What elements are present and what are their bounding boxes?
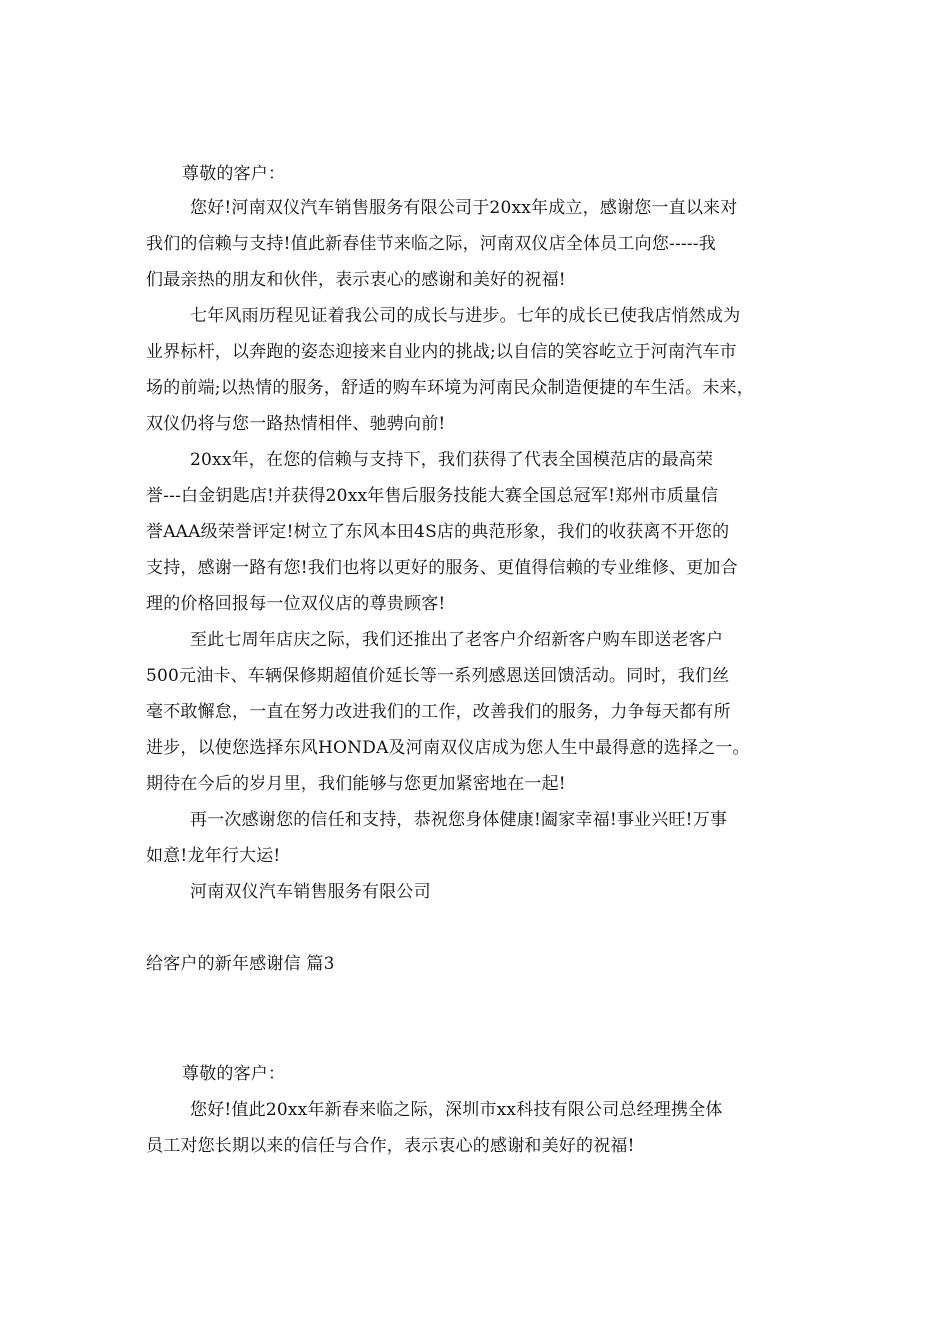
paragraph-line: 们最亲热的朋友和伙伴，表示衷心的感谢和美好的祝福! [146,270,566,290]
paragraph-line: 500元油卡、车辆保修期超值价延长等一系列感恩送回馈活动。同时，我们丝 [146,666,730,686]
paragraph-line: 进步，以使您选择东风HONDA及河南双仪店成为您人生中最得意的选择之一。 [146,738,750,758]
paragraph-line: 双仪仍将与您一路热情相伴、驰骋向前! [146,414,446,434]
paragraph-line: 您好!值此20xx年新春来临之际，深圳市xx科技有限公司总经理携全体 [190,1100,723,1120]
signature-company: 河南双仪汽车销售服务有限公司 [190,882,431,902]
paragraph-line: 七年风雨历程见证着我公司的成长与进步。七年的成长已使我店悄然成为 [190,306,741,326]
paragraph-line: 业界标杆，以奔跑的姿态迎接来自业内的挑战;以自信的笑容屹立于河南汽车市 [146,342,737,362]
paragraph-line: 支持，感谢一路有您!我们也将以更好的服务、更值得信赖的专业维修、更加合 [146,558,738,578]
salutation-1: 尊敬的客户： [182,164,286,184]
paragraph-line: 场的前端;以热情的服务，舒适的购车环境为河南民众制造便捷的车生活。未来， [146,378,754,398]
paragraph-line: 誉---白金钥匙店!并获得20xx年售后服务技能大赛全国总冠军!郑州市质量信 [146,486,719,506]
paragraph-line: 如意!龙年行大运! [146,846,281,866]
paragraph-line: 您好!河南双仪汽车销售服务有限公司于20xx年成立，感谢您一直以来对 [190,198,738,218]
paragraph-line: 员工对您长期以来的信任与合作，表示衷心的感谢和美好的祝福! [146,1136,635,1156]
paragraph-line: 誉AAA级荣誉评定!树立了东风本田4S店的典范形象，我们的收获离不开您的 [146,522,730,542]
paragraph-line: 我们的信赖与支持!值此新春佳节来临之际，河南双仪店全体员工向您-----我 [146,234,716,254]
paragraph-line: 至此七周年店庆之际，我们还推出了老客户介绍新客户购车即送老客户 [190,630,724,650]
paragraph-line: 20xx年，在您的信赖与支持下，我们获得了代表全国模范店的最高荣 [190,450,714,470]
section-title: 给客户的新年感谢信 篇3 [146,954,335,974]
paragraph-line: 期待在今后的岁月里，我们能够与您更加紧密地在一起! [146,774,566,794]
paragraph-line: 理的价格回报每一位双仪店的尊贵顾客! [146,594,446,614]
paragraph-line: 毫不敢懈怠，一直在努力改进我们的工作，改善我们的服务，力争每天都有所 [146,702,731,722]
paragraph-line: 再一次感谢您的信任和支持，恭祝您身体健康!阖家幸福!事业兴旺!万事 [190,810,728,830]
salutation-2: 尊敬的客户： [182,1064,286,1084]
